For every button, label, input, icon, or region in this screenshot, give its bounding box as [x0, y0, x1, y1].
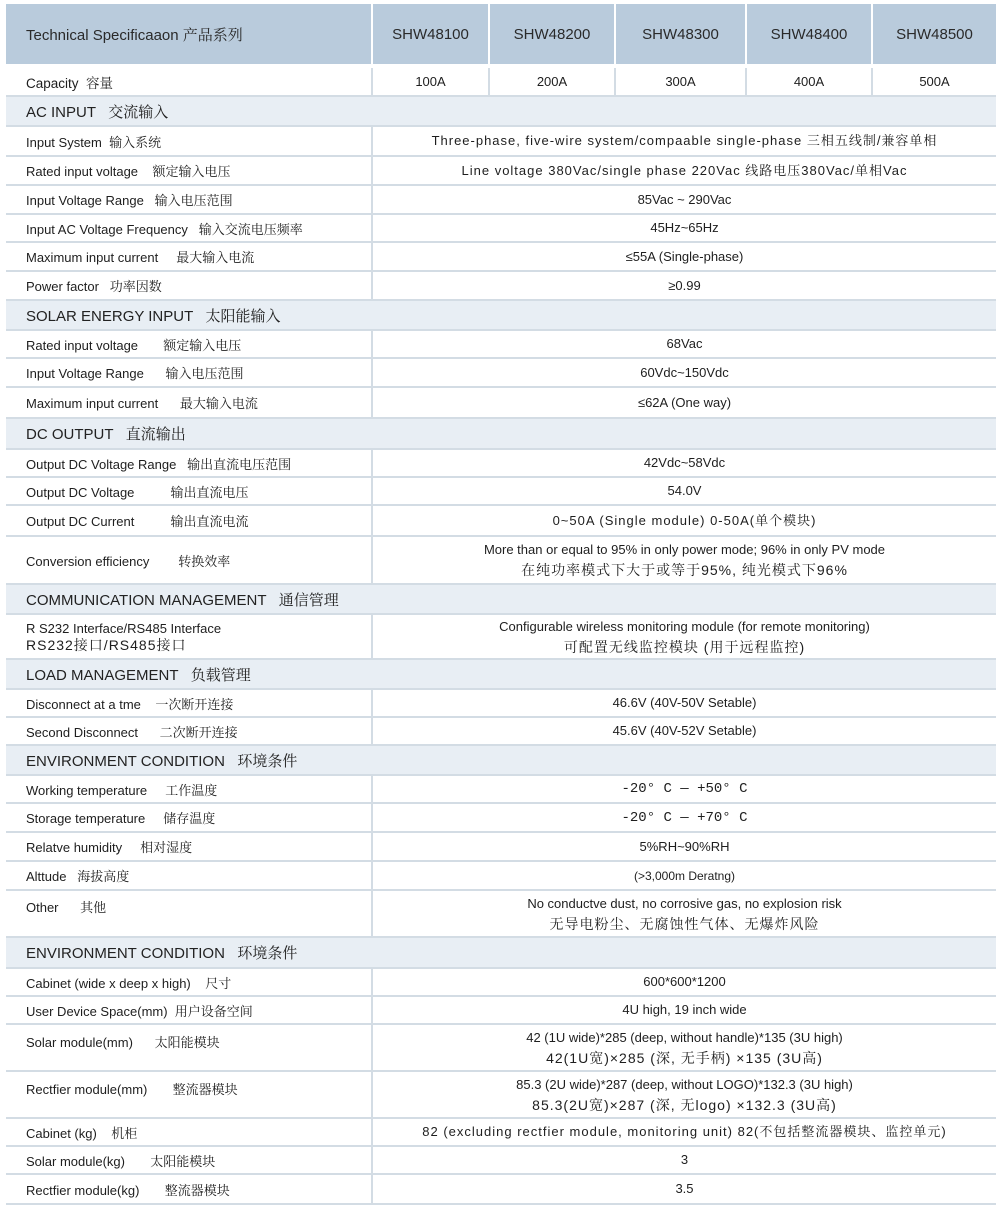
spec-row — [6, 537, 996, 585]
spec-label: Input Voltage Range 输入电压范围 — [6, 186, 373, 213]
section-heading: DC OUTPUT 直流输出 — [26, 426, 186, 443]
spec-label: Second Disconnect 二次断开连接 — [6, 718, 373, 744]
spec-value: 42Vdc~58Vdc — [643, 455, 726, 470]
section-environment — [6, 746, 996, 776]
spec-label: Disconnect at a tme 一次断开连接 — [6, 690, 373, 716]
spec-value: Line voltage 380Vac/single phase 220Vac 线路电压380Vac/单相Vac — [461, 162, 908, 178]
spec-row — [6, 1025, 996, 1072]
model-shw48400: SHW48400 — [747, 4, 873, 64]
capacity-value: 200A — [490, 68, 616, 95]
spec-value-cn: 可配置无线监控模块 (用于远程监控) — [563, 638, 806, 655]
spec-label: Alttude 海拔高度 — [6, 862, 373, 889]
spec-value: 4U high, 19 inch wide — [622, 1002, 747, 1017]
capacity-row — [6, 68, 996, 97]
spec-value: 42 (1U wide)*285 (deep, without handle)*135 (3U high) — [526, 1029, 843, 1045]
section-communication — [6, 585, 996, 615]
spec-label: Input System 输入系统 — [6, 127, 373, 155]
table-title: Technical Specificaaon 产品系列 — [6, 4, 373, 64]
spec-row — [6, 1147, 996, 1175]
spec-value: 5%RH~90%RH — [639, 838, 730, 854]
spec-label: Rated input voltage 额定输入电压 — [6, 331, 373, 357]
spec-row — [6, 450, 996, 478]
spec-row — [6, 272, 996, 301]
spec-label: User Device Space(mm) 用户设备空间 — [6, 997, 373, 1023]
spec-value: 85.3 (2U wide)*287 (deep, without LOGO)*132.3 (3U high) — [516, 1076, 853, 1092]
spec-row — [6, 1175, 996, 1205]
spec-row — [6, 388, 996, 419]
spec-label: R S232 Interface/RS485 Interface — [26, 620, 222, 636]
spec-value-cn: 在纯功率模式下大于或等于95%, 纯光模式下96% — [521, 562, 848, 578]
capacity-value: 100A — [373, 68, 490, 95]
spec-label: Solar module(kg) 太阳能模块 — [6, 1147, 373, 1173]
section-dc-output — [6, 419, 996, 450]
spec-value: 600*600*1200 — [643, 974, 726, 989]
spec-value: 60Vdc~150Vdc — [640, 364, 729, 380]
spec-row — [6, 331, 996, 359]
spec-row — [6, 478, 996, 506]
spec-value: No conductve dust, no corrosive gas, no explosion risk — [527, 895, 842, 911]
spec-row — [6, 690, 996, 718]
spec-label: Output DC Voltage Range 输出直流电压范围 — [6, 450, 373, 476]
section-heading: ENVIRONMENT CONDITION 环境条件 — [26, 752, 298, 770]
spec-value: More than or equal to 95% in only power mode; 96% in only PV mode — [483, 542, 886, 557]
spec-value: 68Vac — [666, 336, 703, 351]
section-ac-input — [6, 97, 996, 127]
spec-value: -20° C — +50° C — [621, 781, 748, 797]
spec-value: 3 — [680, 1152, 689, 1167]
section-load-management — [6, 660, 996, 690]
section-heading: COMMUNICATION MANAGEMENT 通信管理 — [26, 591, 339, 609]
spec-row — [6, 359, 996, 388]
spec-row — [6, 186, 996, 215]
spec-row — [6, 1072, 996, 1119]
spec-value: Three-phase, five-wire system/compaable single-phase 三相五线制/兼容单相 — [431, 133, 938, 148]
spec-value: 0~50A (Single module) 0-50A(单个模块) — [552, 512, 817, 528]
spec-label-cn: RS232接口/RS485接口 — [26, 636, 187, 653]
spec-row — [6, 718, 996, 746]
model-shw48300: SHW48300 — [616, 4, 747, 64]
spec-label: Storage temperature 储存温度 — [6, 804, 373, 831]
spec-label: Cabinet (wide x deep x high) 尺寸 — [6, 969, 373, 995]
spec-row — [6, 776, 996, 804]
model-shw48100: SHW48100 — [373, 4, 490, 64]
spec-value: 85Vac ~ 290Vac — [637, 191, 732, 207]
spec-value-cn: 85.3(2U宽)×287 (深, 无logo) ×132.3 (3U高) — [532, 1096, 837, 1113]
spec-value: Configurable wireless monitoring module (for remote monitoring) — [499, 618, 870, 634]
spec-row — [6, 243, 996, 272]
spec-row — [6, 862, 996, 891]
spec-row — [6, 891, 996, 938]
spec-value-cn: 42(1U宽)×285 (深, 无手柄) ×135 (3U高) — [546, 1049, 823, 1066]
spec-label: Output DC Current 输出直流电流 — [6, 506, 373, 535]
spec-row — [6, 969, 996, 997]
spec-label: Cabinet (kg) 机柜 — [6, 1119, 373, 1145]
capacity-value: 300A — [616, 68, 747, 95]
spec-value: ≤55A (Single-phase) — [625, 248, 744, 264]
spec-value-cn: 无导电粉尘、无腐蚀性气体、无爆炸风险 — [549, 915, 820, 932]
spec-value: 45.6V (40V-52V Setable) — [612, 723, 757, 738]
spec-label: Solar module(mm) 太阳能模块 — [6, 1025, 373, 1070]
section-heading: ENVIRONMENT CONDITION 环境条件 — [26, 945, 298, 962]
spec-label: Rectfier module(mm) 整流器模块 — [6, 1072, 373, 1117]
spec-value: 45Hz~65Hz — [650, 220, 719, 235]
spec-label: Input AC Voltage Frequency 输入交流电压频率 — [6, 215, 373, 241]
model-shw48500: SHW48500 — [896, 25, 973, 43]
table-header — [6, 4, 996, 66]
spec-value: ≥0.99 — [668, 277, 701, 293]
spec-row — [6, 804, 996, 833]
spec-label: Rated input voltage 额定输入电压 — [6, 157, 373, 184]
spec-label: Maximum input current 最大输入电流 — [6, 388, 373, 417]
section-solar-input — [6, 301, 996, 331]
section-environment-2 — [6, 938, 996, 969]
spec-label: Maximum input current 最大输入电流 — [6, 243, 373, 270]
spec-value: 3.5 — [675, 1181, 694, 1196]
spec-label: Working temperature 工作温度 — [6, 776, 373, 802]
spec-row — [6, 157, 996, 186]
section-heading: SOLAR ENERGY INPUT 太阳能输入 — [26, 307, 281, 325]
spec-value: ≤62A (One way) — [637, 394, 732, 410]
section-heading: LOAD MANAGEMENT 负载管理 — [26, 666, 251, 684]
spec-row — [6, 506, 996, 537]
spec-row — [6, 215, 996, 243]
spec-label: Power factor 功率因数 — [6, 272, 373, 299]
spec-label: Relatve humidity 相对湿度 — [6, 833, 373, 860]
spec-row — [6, 1119, 996, 1147]
spec-label: Rectfier module(kg) 整流器模块 — [6, 1175, 373, 1203]
spec-row — [6, 615, 996, 660]
model-shw48200: SHW48200 — [490, 4, 616, 64]
spec-value: 54.0V — [667, 483, 702, 498]
spec-value: (>3,000m Deratng) — [633, 868, 736, 883]
section-heading: AC INPUT 交流输入 — [26, 103, 169, 121]
capacity-value: 400A — [747, 68, 873, 95]
spec-row — [6, 997, 996, 1025]
spec-value: 82 (excluding rectfier module, monitoring unit) 82(不包括整流器模块、监控单元) — [422, 1124, 947, 1139]
spec-label: Output DC Voltage 输出直流电压 — [6, 478, 373, 504]
spec-label: Other 其他 — [6, 891, 373, 936]
capacity-value: 500A — [919, 74, 950, 89]
capacity-label: Capacity 容量 — [6, 68, 373, 95]
spec-label: Input Voltage Range 输入电压范围 — [6, 359, 373, 386]
spec-row — [6, 833, 996, 862]
spec-label: Conversion efficiency 转换效率 — [6, 537, 373, 583]
spec-row — [6, 127, 996, 157]
spec-value: -20° C — +70° C — [621, 809, 748, 826]
spec-value: 46.6V (40V-50V Setable) — [612, 695, 757, 710]
